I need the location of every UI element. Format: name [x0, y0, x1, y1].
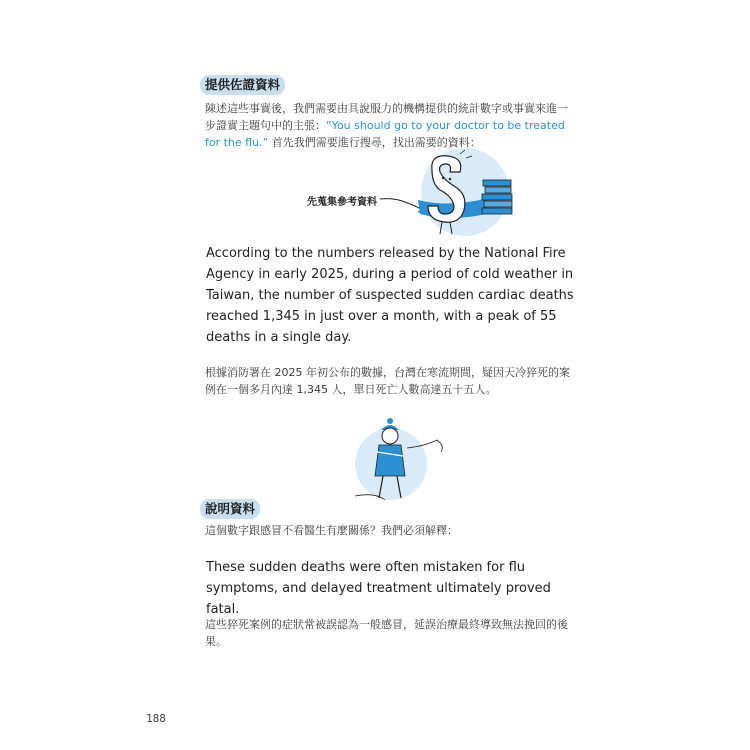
illustration-label: 先蒐集參考資料 [307, 197, 377, 208]
evidence-intro-paragraph [205, 100, 577, 151]
english-evidence-passage: According to the numbers released by the National Fire Agency in early 2025, during a period of cold weather in Taiwan, the number of suspected sudden cardiac deaths reached 1,345 in just over a month, with a peak of 55 deaths in a single day. [206, 246, 574, 345]
letter-s-books-illustration [410, 150, 520, 240]
evidence-intro-text-2: 首先我們需要進行搜尋，找出需要的資料： [268, 136, 481, 149]
topic-sentence-quote: “You should go to your doctor to be treated for the flu.” [205, 119, 565, 149]
chinese-evidence-translation: 根據消防署在 2025 年初公布的數據，台灣在寒流期間，疑因天冷猝死的案例在一個多月內達 1,345 人，單日死亡人數高達五十五人。 [205, 366, 570, 396]
section-heading-explanation: 說明資料 [200, 499, 260, 519]
explanation-intro: 這個數字跟感冒不看醫生有麼關係？我們必須解釋： [205, 524, 458, 537]
evidence-intro-text: 陳述這些事實後，我們需要由具說服力的機構提供的統計數字或事實來進一步證實主題句中的主張： [205, 102, 568, 132]
chinese-explanation-translation: 這些猝死案例的症狀常被誤認為一般感冒，延誤治療最終導致無法挽回的後果。 [205, 618, 568, 648]
page-number: 188 [146, 712, 166, 725]
cold-person-illustration [345, 418, 455, 518]
section-heading-evidence: 提供佐證資料 [200, 75, 285, 95]
english-explanation-passage: These sudden deaths were often mistaken for flu symptoms, and delayed treatment ultimately proved fatal. [206, 560, 551, 617]
